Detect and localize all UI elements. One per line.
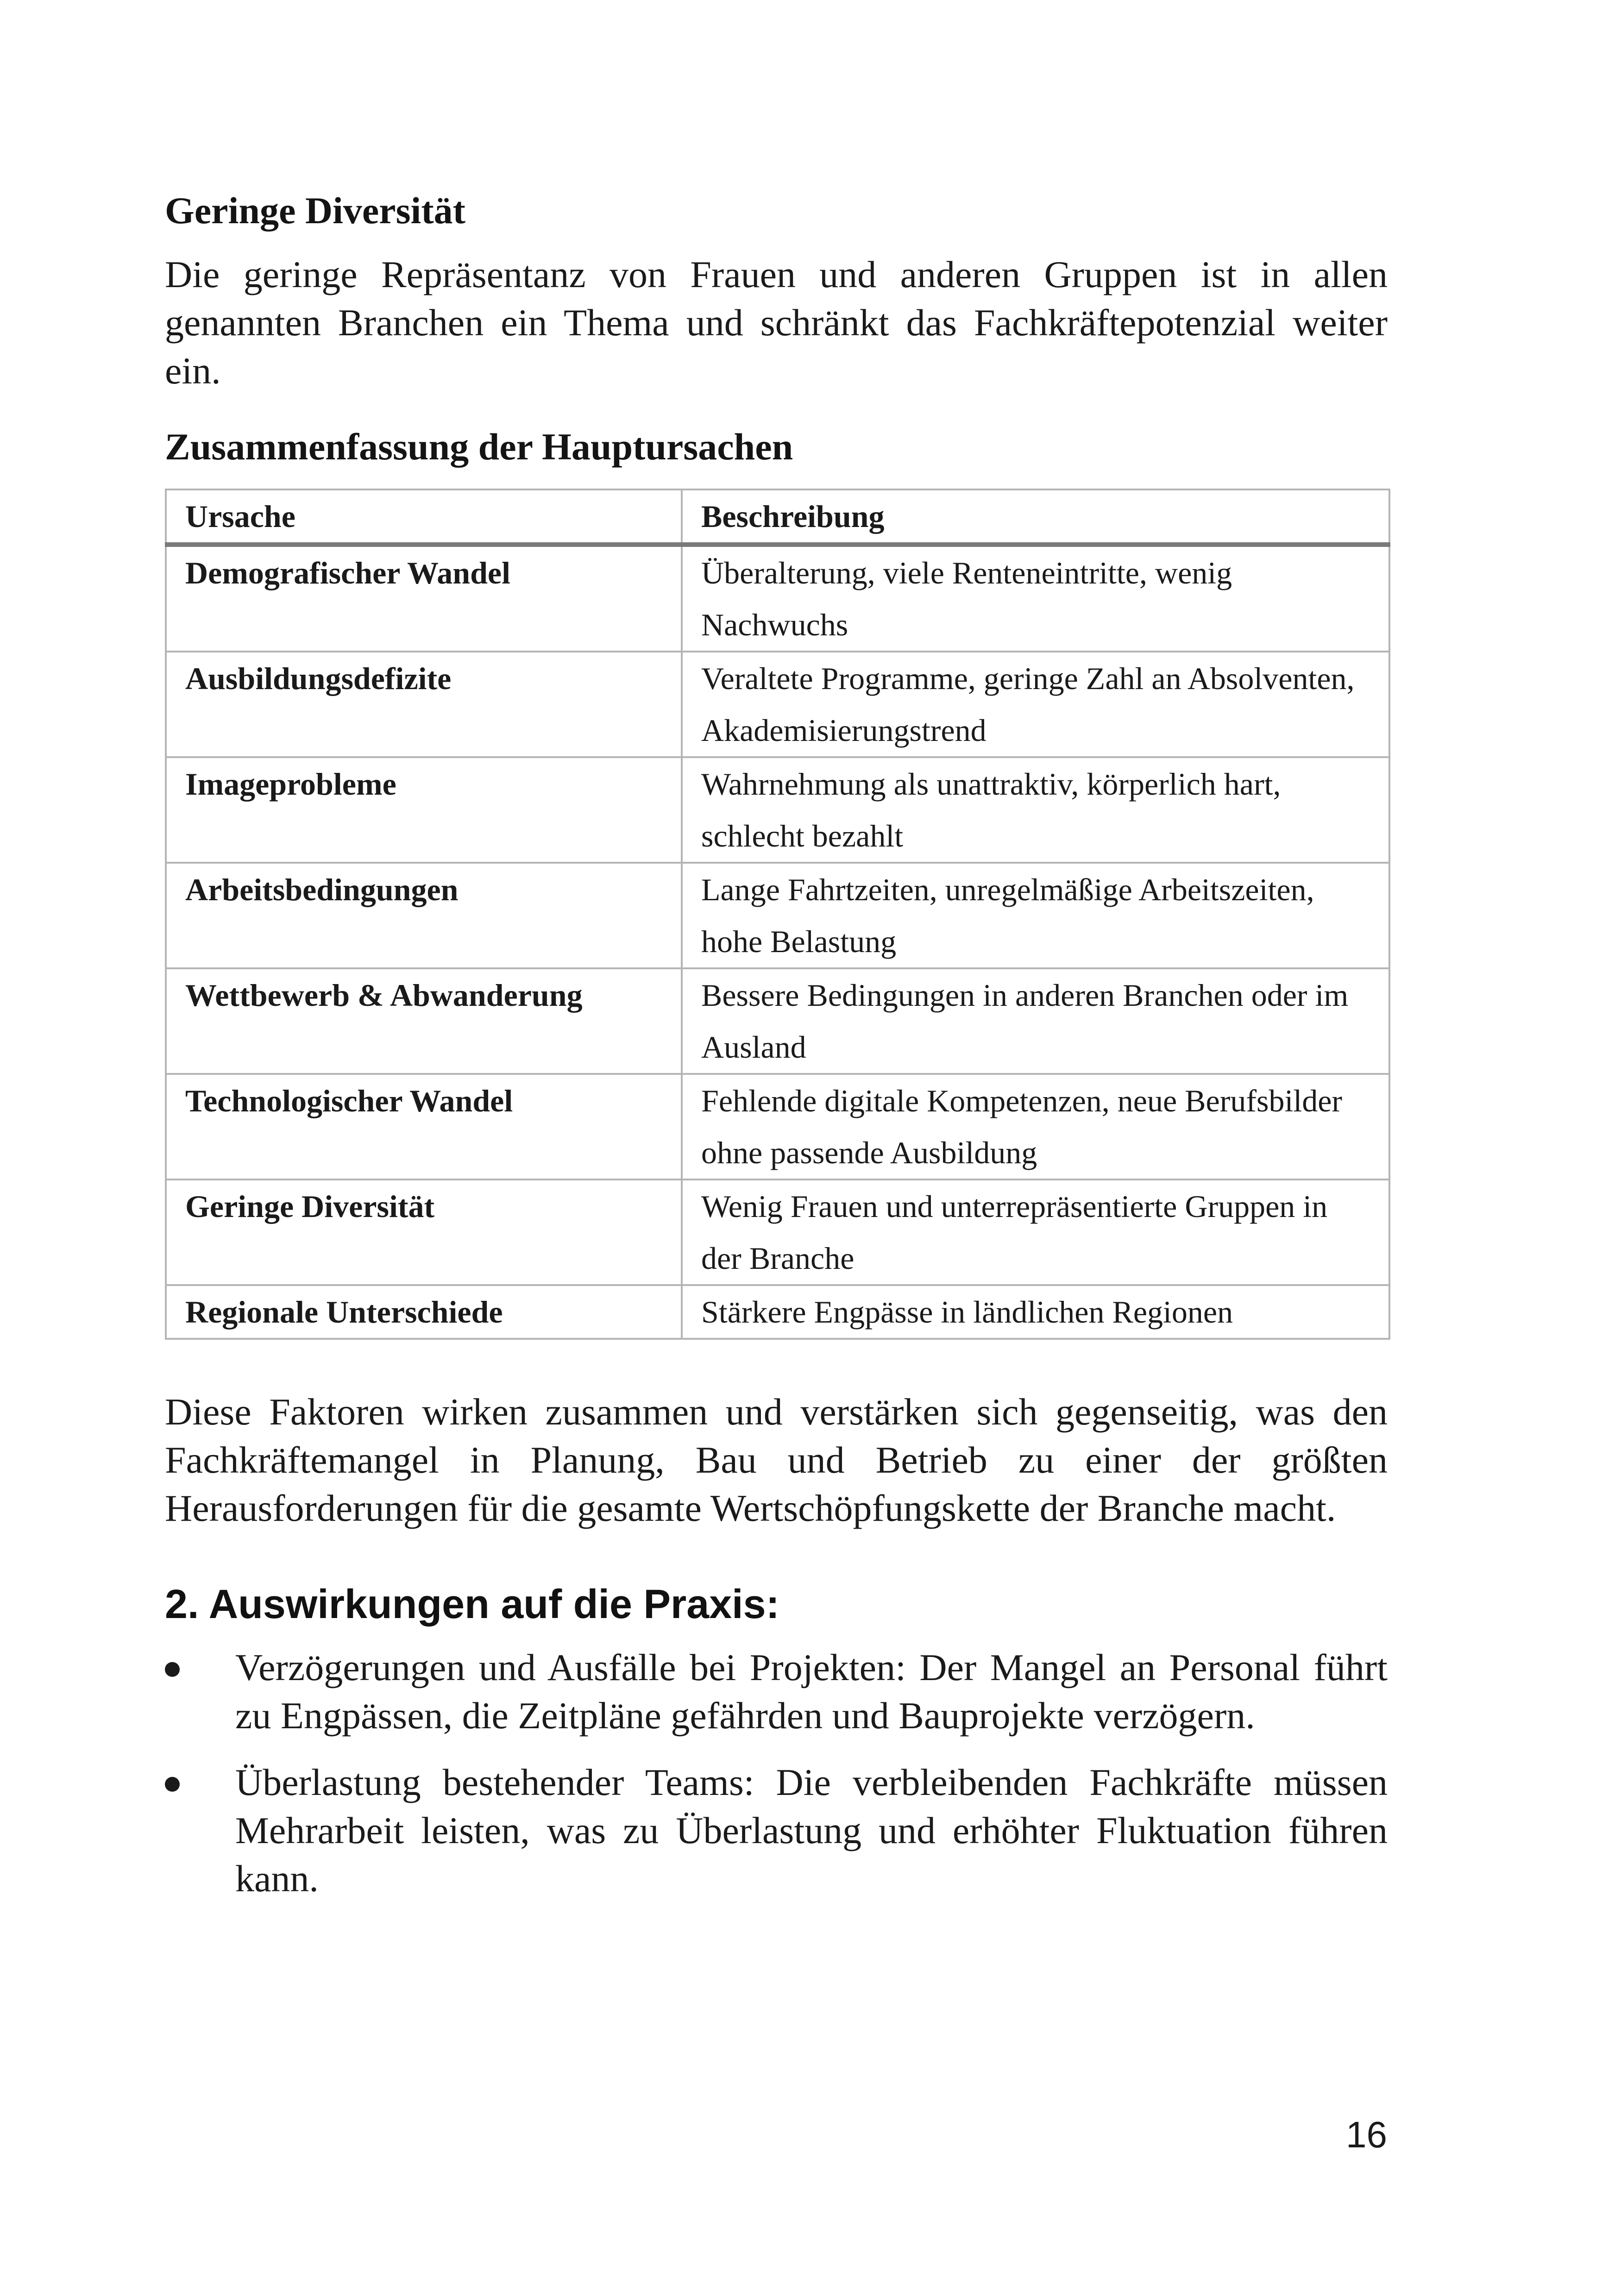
conclusion-paragraph: Diese Faktoren wirken zusammen und verstärken sich gegenseitig, was den Fachkräftemangel in Planung, Bau und Betrieb zu einer der größten Herausforderungen für die gesamte Wertschöpfungskette der Branche macht. xyxy=(165,1391,1388,1529)
table-row xyxy=(166,757,1389,863)
cause-cell: Demografischer Wandel xyxy=(166,545,682,652)
description-cell: Lange Fahrtzeiten, unregelmäßige Arbeitszeiten, hohe Belastung xyxy=(682,863,1389,968)
column-header-cause: Ursache xyxy=(166,489,682,545)
description-cell: Stärkere Engpässe in ländlichen Regionen xyxy=(682,1285,1389,1339)
table-row xyxy=(166,652,1389,757)
cause-cell: Geringe Diversität xyxy=(166,1179,682,1285)
cause-cell: Regionale Unterschiede xyxy=(166,1285,682,1339)
diversity-paragraph: Die geringe Repräsentanz von Frauen und anderen Gruppen ist in allen genannten Branchen ein Thema und schränkt das Fachkräftepotenzial weiter ein. xyxy=(165,253,1388,392)
list-item xyxy=(165,1758,1388,1903)
description-cell: Veraltete Programme, geringe Zahl an Absolventen, Akademisierungstrend xyxy=(682,652,1389,757)
description-cell: Bessere Bedingungen in anderen Branchen oder im Ausland xyxy=(682,968,1389,1074)
cause-cell: Technologischer Wandel xyxy=(166,1074,682,1179)
bullet-icon xyxy=(165,1662,180,1677)
description-cell: Überalterung, viele Renteneintritte, wenig Nachwuchs xyxy=(682,545,1389,652)
list-item-text: Verzögerungen und Ausfälle bei Projekten: Der Mangel an Personal führt zu Engpässen, die Zeitpläne gefährden und Bauprojekte verzögern. xyxy=(235,1646,1388,1737)
section-heading-diversity: Geringe Diversität xyxy=(165,189,465,232)
list-item xyxy=(165,1644,1388,1740)
list-item-text: Überlastung bestehender Teams: Die verbleibenden Fachkräfte müssen Mehrarbeit leisten, was zu Überlastung und erhöhter Fluktuation führen kann. xyxy=(235,1761,1388,1900)
table-row xyxy=(166,1179,1389,1285)
column-header-description: Beschreibung xyxy=(682,489,1389,545)
cause-cell: Ausbildungsdefizite xyxy=(166,652,682,757)
description-cell: Wenig Frauen und unterrepräsentierte Gruppen in der Branche xyxy=(682,1179,1389,1285)
page-content xyxy=(165,188,1388,1921)
impacts-list xyxy=(165,1644,1388,1903)
page-number: 16 xyxy=(1346,2114,1387,2155)
cause-cell: Imageprobleme xyxy=(166,757,682,863)
table-row xyxy=(166,545,1389,652)
cause-cell: Wettbewerb & Abwanderung xyxy=(166,968,682,1074)
summary-table-title: Zusammenfassung der Hauptursachen xyxy=(165,426,793,468)
table-row xyxy=(166,968,1389,1074)
cause-cell: Arbeitsbedingungen xyxy=(166,863,682,968)
table-row xyxy=(166,1074,1389,1179)
table-row xyxy=(166,1285,1389,1339)
table-header-row xyxy=(166,489,1389,545)
description-cell: Fehlende digitale Kompetenzen, neue Berufsbilder ohne passende Ausbildung xyxy=(682,1074,1389,1179)
description-cell: Wahrnehmung als unattraktiv, körperlich hart, schlecht bezahlt xyxy=(682,757,1389,863)
table-row xyxy=(166,863,1389,968)
section-heading-impacts: 2. Auswirkungen auf die Praxis: xyxy=(165,1581,779,1627)
summary-table xyxy=(165,489,1390,1340)
bullet-icon xyxy=(165,1777,180,1792)
